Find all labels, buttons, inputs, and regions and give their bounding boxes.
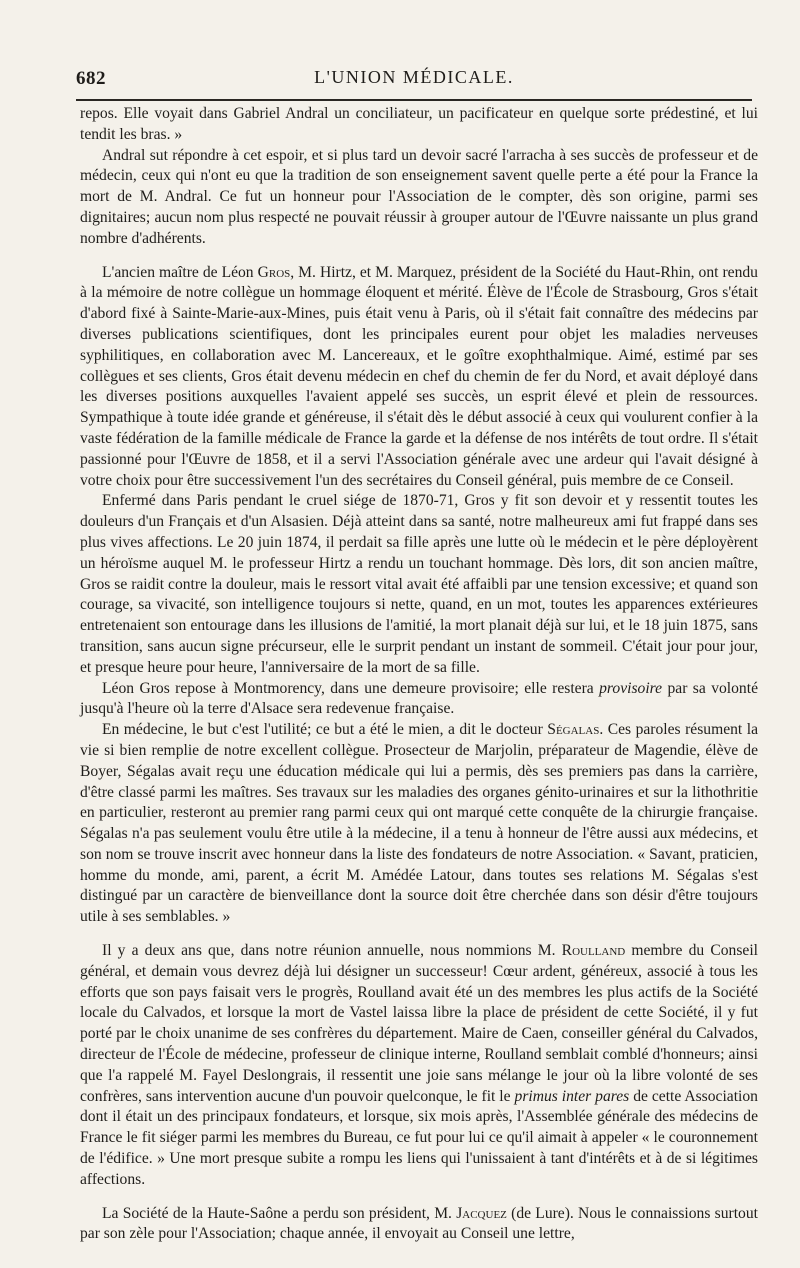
paragraph-7: Il y a deux ans que, dans notre réunion annuelle, nous nommions M. Roulland membre du Conseil général, et demain vous devrez déjà lui désigner un successeur! Cœur ardent, généreux, associé à tous les efforts que son pays faisait vers le progrès, Roulland avait été un des membres les plus actifs de la Société locale du Calvados, et lorsque la mort de Vastel laissa libre la place de président de cette Société, il y fut porté par le choix unanime de ses confrères du département. Maire de Caen, conseiller général du Calvados, directeur de l'École de médecine, professeur de clinique interne, Roulland semblait comblé d'honneurs; ainsi que l'a rappelé M. Fayel Deslongrais, il ressentit une joie sans mélange le jour où la libre volonté de ses confrères, sans intervention aucune d'un pouvoir quelconque, le fit le primus inter pares de cette Association dont il était un des principaux fondateurs, et lorsque, six mois après, l'Assemblée générale des médecins de France le fit siéger parmi les membres du Bureau, ce fut pour lui ce qu'il aimait à appeler « le couronnement de l'édifice. » Une mort presque subite a rompu les liens qui l'unissaient à tant d'intérêts et à de si légitimes affections. — [80, 942, 758, 1188]
article-body — [80, 104, 758, 1245]
page-number: 682 — [76, 68, 106, 89]
paragraph-3: L'ancien maître de Léon Gros, M. Hirtz, et M. Marquez, président de la Société du Haut-Rhin, ont rendu à la mémoire de notre collègue un hommage éloquent et mérité. Élève de l'École de Strasbourg, Gros s'était d'abord fixé à Sainte-Marie-aux-Mines, puis était venu à Paris, où il s'était fait connaître des médecins par diverses publications scientifiques, dont les principales eurent pour objet les maladies nerveuses syphilitiques, en collaboration avec M. Lancereaux, et le goître exophthalmique. Aimé, estimé par ses collègues et ses clients, Gros était devenu médecin en chef du chemin de fer du Nord, et avait déployé dans les diverses positions auxquelles l'avaient appelé ses succès, un esprit élevé et plein de ressources. Sympathique à toute idée grande et généreuse, il s'était dès le début associé à ceux qui voulurent confier à la vaste fédération de la famille médicale de France la garde et la défense de nos intérêts de tout ordre. Il s'était passionné pour l'Œuvre de 1858, et il a servi l'Association générale avec une ardeur qui l'avait désigné à votre choix pour être successivement l'un des secrétaires du Conseil général, puis membre de ce Conseil. — [80, 263, 758, 489]
paragraph-1: repos. Elle voyait dans Gabriel Andral un conciliateur, un pacificateur en quelque sorte prédestiné, et lui tendit les bras. » — [80, 105, 758, 143]
paragraph-5: Léon Gros repose à Montmorency, dans une demeure provisoire; elle restera provisoire par sa volonté jusqu'à l'heure où la terre d'Alsace sera redevenue française. — [80, 679, 758, 718]
emphasis-primus-inter-pares: primus inter pares — [514, 1087, 630, 1105]
person-name-gros: Gros — [257, 263, 291, 281]
paragraph-4: Enfermé dans Paris pendant le cruel siége de 1870-71, Gros y fit son devoir et y ressentit toutes les douleurs d'un Français et d'un Alsasien. Déjà atteint dans sa santé, notre malheureux ami fut frappé dans ses plus vives affections. Le 20 juin 1874, il perdait sa fille après une lutte où le médecin et le père déployèrent un héroïsme auquel M. le professeur Hirtz a rendu un touchant hommage. Dès lors, dit son ancien maître, Gros se raidit contre la douleur, mais le ressort vital avait été affaibli par une tension excessive; et quand son courage, sa vivacité, son intelligence toujours si nette, quand, en un mot, toutes les apparences extérieures entretenaient son entourage dans les illusions de l'amitié, la mort planait déjà sur lui, et le 18 juin 1875, sans transition, sans aucun signe précurseur, elle le surprit pendant un instant de sommeil. C'était jour pour jour, et presque heure pour heure, l'anniversaire de la mort de sa fille. — [80, 492, 758, 676]
emphasis-provisoire: provisoire — [599, 679, 663, 697]
person-name-jacquez: Jacquez — [456, 1204, 507, 1222]
paragraph-8: La Société de la Haute-Saône a perdu son président, M. Jacquez (de Lure). Nous le connaissions surtout par son zèle pour l'Association; chaque année, il envoyait au Conseil une lettre, — [80, 1204, 758, 1243]
running-title: L'UNION MÉDICALE. — [314, 67, 514, 87]
paragraph-2: Andral sut répondre à cet espoir, et si plus tard un devoir sacré l'arracha à ses succès de professeur et de médecin, ceux qui n'ont eu que la tradition de son enseignement savent quelle perte a été pour la France la mort de M. Andral. Ce fut un honneur pour l'Association de le compter, dès son origine, parmi ses dignitaires; aucun nom plus respecté ne pouvait réussir à grouper autour de l'Œuvre naissante un plus grand nombre d'adhérents. — [80, 146, 758, 247]
person-name-segalas: Ségalas — [547, 721, 600, 739]
header-rule — [76, 99, 752, 101]
paragraph-6: En médecine, le but c'est l'utilité; ce but a été le mien, a dit le docteur Ségalas. Ces paroles résument la vie si bien remplie de notre excellent collègue. Prosecteur de Marjolin, préparateur de Magendie, élève de Boyer, Ségalas avait reçu une éducation médicale qui lui a permis, dès ses premiers pas dans la carrière, d'être classé parmi les maîtres. Ses travaux sur les maladies des organes génito-urinaires et sur la lithothritie en particulier, resteront au premier rang parmi ceux qui ont marqué cette conquête de la chirurgie française. Ségalas n'a pas seulement voulu être utile à la médecine, il a tenu à honneur de l'être aussi aux médecins, et son nom se trouve inscrit avec honneur dans la liste des fondateurs de notre Association. « Savant, praticien, homme du monde, ami, parent, a écrit M. Amédée Latour, dans toutes ses relations M. Ségalas s'est distingué par un caractère de bienveillance dont la source doit être cherchée dans son désir d'être toujours utile à ses semblables. » — [80, 721, 758, 926]
page-header — [76, 58, 752, 98]
person-name-roulland: Roulland — [561, 942, 626, 960]
